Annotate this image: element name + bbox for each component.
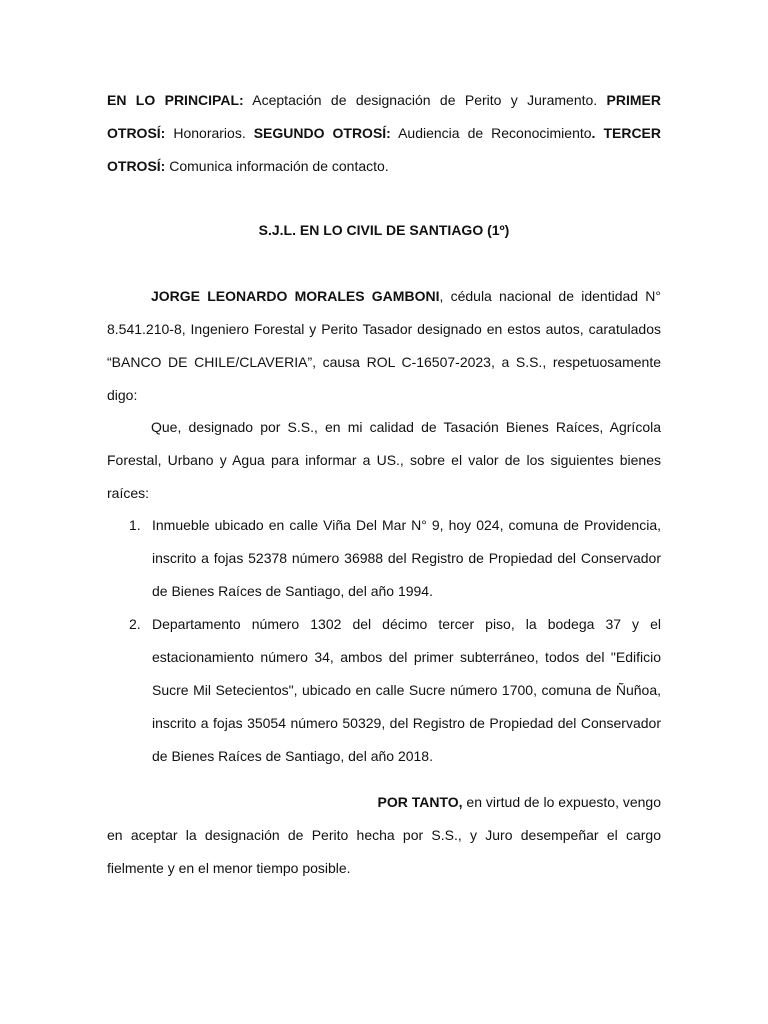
segundo-otrosi-label: SEGUNDO OTROSÍ: bbox=[253, 125, 391, 141]
list-item-text: Inmueble ubicado en calle Viña Del Mar N° 9, hoy 024, comuna de Providencia, inscrito a fojas 52378 número 36988 del Registro de Propiedad del Conservador de Bienes Raíces de Santiago, del año 1994. bbox=[152, 517, 661, 599]
principal-text: Aceptación de designación de Perito y Juramento. bbox=[243, 92, 607, 108]
list-item bbox=[107, 509, 661, 608]
expert-name: JORGE LEONARDO MORALES GAMBONI bbox=[151, 288, 440, 304]
conclusion-first-line bbox=[107, 786, 661, 819]
primer-otrosi-label: PRIMER OTROSÍ: bbox=[107, 92, 661, 141]
conclusion-paragraph bbox=[107, 786, 661, 885]
conclusion-first-line-text: en virtud de lo expuesto, vengo bbox=[462, 794, 661, 810]
segundo-otrosi-text: Audiencia de Reconocimiento bbox=[390, 125, 592, 141]
conclusion-text: en aceptar la designación de Perito hecha por S.S., y Juro desempeñar el cargo fielmente y en el menor tiempo posible. bbox=[107, 827, 661, 876]
tercer-otrosi-label: TERCER OTROSÍ: bbox=[107, 125, 661, 174]
principal-label: EN LO PRINCIPAL: bbox=[107, 92, 244, 108]
court-title: S.J.L. EN LO CIVIL DE SANTIAGO (1º) bbox=[258, 222, 510, 238]
intro-paragraph bbox=[107, 280, 661, 412]
property-list bbox=[107, 509, 661, 773]
header-summary bbox=[107, 84, 661, 183]
list-item-number: 1. bbox=[129, 517, 141, 533]
list-item-number: 2. bbox=[129, 616, 141, 632]
por-tanto-label: POR TANTO, bbox=[377, 794, 463, 810]
intro-text: , cédula nacional de identidad N° 8.541.210-8, Ingeniero Forestal y Perito Tasador designado en estos autos, caratulados “BANCO DE CHILE/CLAVERIA”, causa ROL C-16507-2023, a S.S., respetuosamente digo: bbox=[107, 288, 661, 403]
list-item bbox=[107, 608, 661, 773]
list-item-text: Departamento número 1302 del décimo tercer piso, la bodega 37 y el estacionamiento número 34, ambos del primer subterráneo, todos del "Edificio Sucre Mil Setecientos", ubicado en calle Sucre número 1700, comuna de Ñuñoa, inscrito a fojas 35054 número 50329, del Registro de Propiedad del Conservador de Bienes Raíces de Santiago, del año 2018. bbox=[152, 616, 661, 764]
que-paragraph: Que, designado por S.S., en mi calidad de Tasación Bienes Raíces, Agrícola Forestal, Urbano y Agua para informar a US., sobre el valor de los siguientes bienes raíces: bbox=[107, 419, 661, 501]
primer-otrosi-text: Honorarios. bbox=[165, 125, 254, 141]
tercer-otrosi-text: Comunica información de contacto. bbox=[165, 158, 389, 174]
tercer-otrosi-dot: . bbox=[591, 125, 604, 141]
